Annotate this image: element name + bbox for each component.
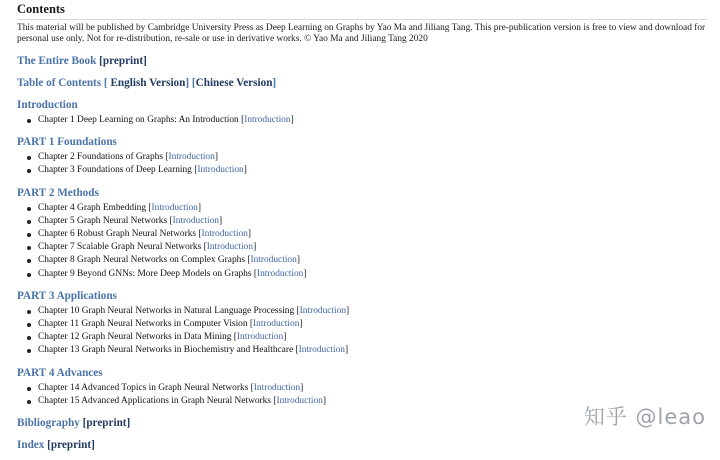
chapter-item: Chapter 4 Graph Embedding [Introduction] [26, 202, 707, 215]
chapter-title: Chapter 7 Scalable Graph Neural Networks [38, 242, 202, 253]
chapter-introduction-link[interactable]: Introduction [206, 242, 254, 253]
page-title: Contents [17, 2, 707, 20]
table-of-contents-line: Table of Contents [ English Version] [Chinese Version] [17, 77, 277, 89]
chapter-item: Chapter 11 Graph Neural Networks in Computer Vision [Introduction] [26, 318, 707, 331]
entire-book-preprint-link[interactable]: preprint [102, 55, 144, 67]
chapter-title: Chapter 6 Robust Graph Neural Networks [38, 229, 197, 240]
chapter-title: Chapter 9 Beyond GNNs: More Deep Models on Graphs [38, 268, 252, 279]
english-version-link[interactable]: English Version [110, 77, 186, 89]
chapter-introduction-link[interactable]: Introduction [250, 255, 297, 266]
chapter-title: Chapter 5 Graph Neural Networks [38, 215, 168, 226]
chapter-item: Chapter 13 Graph Neural Networks in Biochemistry and Healthcare [Introduction] [26, 344, 707, 357]
chapter-title: Chapter 4 Graph Embedding [38, 202, 147, 213]
chapter-introduction-link[interactable]: Introduction [172, 215, 219, 226]
chapter-item: Chapter 14 Advanced Topics in Graph Neural Networks [Introduction] [26, 382, 707, 395]
chapter-title: Chapter 11 Graph Neural Networks in Computer Vision [38, 319, 248, 330]
chapter-introduction-link[interactable]: Introduction [276, 395, 323, 406]
bibliography-preprint-link[interactable]: preprint [86, 417, 127, 430]
entire-book-link[interactable]: The Entire Book [17, 55, 97, 67]
chapter-introduction-link[interactable]: Introduction [256, 268, 304, 279]
chapter-list [17, 114, 707, 127]
entire-book-line: The Entire Book [preprint] [17, 55, 147, 67]
chapter-introduction-link[interactable]: Introduction [253, 382, 301, 393]
chapter-item: Chapter 12 Graph Neural Networks in Data Mining [Introduction] [26, 331, 707, 344]
section-heading: Introduction [17, 99, 78, 111]
chapter-item: Chapter 8 Graph Neural Networks on Complex Graphs [Introduction] [26, 254, 707, 267]
chapter-item: Chapter 1 Deep Learning on Graphs: An Introduction [Introduction] [26, 114, 707, 127]
bibliography-link[interactable]: Bibliography [17, 417, 80, 430]
chinese-version-link[interactable]: Chinese Version [195, 77, 273, 89]
chapter-list [17, 305, 707, 358]
chapter-introduction-link[interactable]: Introduction [168, 152, 215, 163]
section-part-3-applications [17, 289, 707, 358]
chapter-introduction-link[interactable]: Introduction [253, 319, 300, 330]
section-part-2-methods [17, 186, 707, 281]
zhihu-watermark: 知乎 @leao [583, 405, 706, 429]
index-link[interactable]: Index [17, 439, 45, 452]
section-heading: PART 4 Advances [17, 366, 103, 379]
page-content [17, 2, 707, 460]
chapter-title: Chapter 15 Advanced Applications in Graph Neural Networks [38, 395, 272, 406]
chapter-title: Chapter 14 Advanced Topics in Graph Neural Networks [38, 382, 249, 393]
section-introduction [17, 98, 707, 127]
chapter-title: Chapter 12 Graph Neural Networks in Data Mining [38, 332, 232, 343]
chapter-title: Chapter 2 Foundations of Graphs [38, 152, 163, 163]
chapter-item: Chapter 6 Robust Graph Neural Networks [Introduction] [26, 228, 707, 241]
chapter-title: Chapter 10 Graph Neural Networks in Natural Language Processing [38, 305, 295, 316]
chapter-item: Chapter 3 Foundations of Deep Learning [Introduction] [26, 164, 707, 177]
chapter-item: Chapter 9 Beyond GNNs: More Deep Models on Graphs [Introduction] [26, 268, 707, 281]
chapter-list [17, 202, 707, 281]
section-part-1-foundations [17, 135, 707, 177]
chapter-title: Chapter 13 Graph Neural Networks in Biochemistry and Healthcare [38, 345, 294, 356]
index-line: Index [preprint] [17, 439, 95, 452]
chapter-introduction-link[interactable]: Introduction [151, 202, 198, 213]
chapter-item: Chapter 10 Graph Neural Networks in Natural Language Processing [Introduction] [26, 305, 707, 318]
chapter-title: Chapter 1 Deep Learning on Graphs: An Introduction [38, 115, 239, 125]
chapter-item: Chapter 5 Graph Neural Networks [Introduction] [26, 215, 707, 228]
section-heading: PART 3 Applications [17, 289, 117, 302]
section-heading: PART 2 Methods [17, 186, 99, 199]
chapter-item: Chapter 2 Foundations of Graphs [Introduction] [26, 151, 707, 164]
index-preprint-link[interactable]: preprint [50, 439, 92, 452]
chapter-introduction-link[interactable]: Introduction [197, 165, 244, 176]
bibliography-line: Bibliography [preprint] [17, 417, 131, 430]
chapter-introduction-link[interactable]: Introduction [298, 345, 345, 356]
chapter-title: Chapter 3 Foundations of Deep Learning [38, 165, 192, 176]
chapter-introduction-link[interactable]: Introduction [236, 332, 284, 343]
chapter-introduction-link[interactable]: Introduction [299, 305, 347, 316]
chapter-introduction-link[interactable]: Introduction [201, 229, 248, 240]
chapter-introduction-link[interactable]: Introduction [244, 115, 291, 125]
chapter-item: Chapter 7 Scalable Graph Neural Networks [Introduction] [26, 241, 707, 254]
chapter-item: Chapter 15 Advanced Applications in Graph Neural Networks [Introduction] [26, 395, 707, 408]
section-heading: PART 1 Foundations [17, 136, 117, 149]
chapter-list [17, 151, 707, 177]
table-of-contents-link[interactable]: Table of Contents [17, 77, 102, 89]
copyright-notice: This material will be published by Cambridge University Press as Deep Learning on Graphs by Yao Ma and Jiliang Tang. This pre-publication version is free to view and download for personal use only. Not for re-distribution, re-sale or use in derivative works. © Yao Ma and Jiliang Tang 2020 [17, 23, 706, 44]
chapter-title: Chapter 8 Graph Neural Networks on Complex Graphs [38, 255, 245, 266]
